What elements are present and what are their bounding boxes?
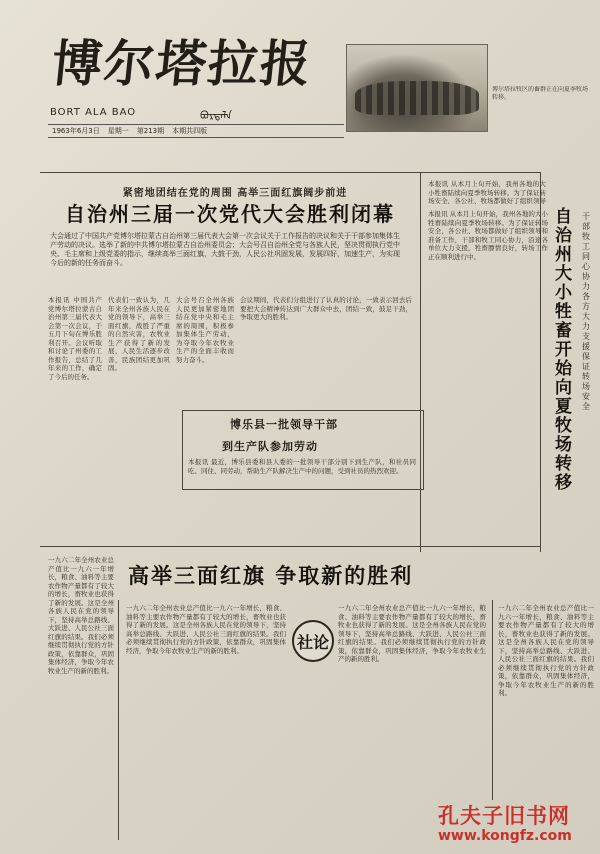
watermark [438, 800, 598, 844]
issue-number: 第213期 [136, 127, 165, 135]
lead-summary: 大会通过了中国共产党博尔塔拉蒙古自治州第三届代表大会第一次会议关于工作报告的决议和关于干部参加集体生产劳动的决议。选举了新的中共博尔塔拉蒙古自治州委员会；大会号召自治州全党与各族人民，坚决贯彻执行党中央、毛主席和上级党委的指示，继续高举三面红旗，大鼓干劲，人民公社巩固发展，发展四好，加速生产，为实现今后的新的任务而奋斗。 [50, 232, 400, 267]
lead-headline: 自治州三届一次党代大会胜利闭幕 [65, 202, 395, 226]
photo-caption: 博尔塔拉牧区的畜群正在向夏季牧场转移。 [492, 86, 589, 101]
side-story-headline: 自治州大小牲畜开始向夏牧场转移 [555, 207, 572, 493]
editorial-column: 一九六二年全州农业总产值比一九六一年增长，粮食、油料等主要农作物产量都有了较大的增长，畜牧业也获得了新的发展。这是全州各族人民在党的领导下，坚持高举总路线、大跃进、人民公社三面红旗的结果。我们必须继续贯彻执行党的方针政策，依靠群众，巩固集体经济，争取今年农牧业生产的新的胜利。 [338, 604, 486, 663]
watermark-cn: 孔夫子旧书网 [438, 804, 570, 828]
editorial-column: 一九六二年全州农业总产值比一九六一年增长，粮食、油料等主要农作物产量都有了较大的增长，畜牧业也获得了新的发展。这是全州各族人民在党的领导下，坚持高举总路线、大跃进、人民公社三面红旗的结果。我们必须继续贯彻执行党的方针政策，依靠群众，巩固集体经济，争取今年农牧业生产的新的胜利。 [48, 556, 114, 675]
box-story-body: 本报讯 最近，博乐县委和县人委的一批领导干部分别下到生产队，和社员同吃、同住、同劳动，帮助生产队解决生产中的问题，受到社员的热烈欢迎。 [188, 458, 416, 475]
issue-pages: 本期共四版 [172, 127, 208, 135]
divider [40, 172, 540, 173]
lead-column: 会议期间，代表们分组进行了认真的讨论，一致表示回去后要把大会精神传达到广大群众中去，团结一致，鼓足干劲，争取更大的胜利。 [240, 296, 412, 321]
editorial-column: 一九六二年全州农业总产值比一九六一年增长，粮食、油料等主要农作物产量都有了较大的增长，畜牧业也获得了新的发展。这是全州各族人民在党的领导下，坚持高举总路线、大跃进、人民公社三面红旗的结果。我们必须继续贯彻执行党的方针政策，依靠群众，巩固集体经济，争取今年农牧业生产的新的胜利。 [126, 604, 286, 655]
side-story-lead: 本报讯 从本月上旬开始，我州各地的大小牲畜陆续向夏季牧场转移。为了保证转场安全，各公社、牧场都做好了组织领导 [428, 180, 546, 204]
divider [420, 172, 421, 552]
masthead-title: 博尔塔拉报 [48, 34, 316, 93]
lead-column: 代表们一致认为，几年来全州各族人民在党的领导下，高举三面红旗，战胜了严重的自然灾害，农牧业生产获得了新的发展，人民生活逐步改善，民族团结更加巩固。 [108, 296, 170, 372]
watermark-url: www.kongfz.com [438, 828, 572, 844]
editorial-column: 一九六二年全州农业总产值比一九六一年增长，粮食、油料等主要农作物产量都有了较大的增长，畜牧业也获得了新的发展。这是全州各族人民在党的领导下，坚持高举总路线、大跃进、人民公社三面红旗的结果。我们必须继续贯彻执行党的方针政策，依靠群众，巩固集体经济，争取今年农牧业生产的新的胜利。 [498, 604, 594, 697]
photo-herd [355, 81, 479, 115]
divider [118, 600, 119, 840]
front-photo [346, 44, 488, 132]
dateline [48, 124, 344, 138]
side-story-body: 本报讯 从本月上旬开始，我州各地的大小牲畜陆续向夏季牧场转移。为了保证转场安全，各公社、牧场都做好了组织领导和准备工作，干部和牧工同心协力，沿途各单位大力支援，牲畜膘情良好，转场工作正在顺利进行中。 [428, 210, 548, 261]
masthead-roman-name: BORT ALA BAO [50, 107, 137, 118]
lead-kicker: 紧密地团结在党的周围 高举三面红旗阔步前进 [122, 188, 348, 199]
lead-column: 大会号召全州各族人民更加紧密地团结在党中央和毛主席的周围，积极参加集体生产劳动，为夺取今年农牧业生产的全面丰收而努力奋斗。 [176, 296, 234, 364]
side-story-kicker: 干部牧工同心协力 各方大力支援 保证转场安全 [582, 212, 590, 411]
box-story-title-line1: 博乐县一批领导干部 [230, 418, 338, 431]
editorial-seal: 社论 [292, 620, 334, 662]
box-story-title-line2: 到生产队参加劳动 [222, 440, 318, 453]
issue-weekday: 星期一 [107, 127, 129, 135]
editorial-headline: 高举三面红旗 争取新的胜利 [128, 563, 414, 588]
divider [40, 546, 540, 547]
divider [492, 600, 493, 800]
masthead-mongolian-name: ᠪᠣᠷᠲᠠᠯᠠ [200, 109, 232, 122]
issue-date: 1963年6月3日 [52, 127, 100, 135]
lead-column: 本报讯 中国共产党博尔塔拉蒙古自治州第三届代表大会第一次会议，于五月下旬在博乐胜利召开。会议听取和讨论了州委的工作报告，总结了几年来的工作，确定了今后的任务。 [48, 296, 102, 381]
